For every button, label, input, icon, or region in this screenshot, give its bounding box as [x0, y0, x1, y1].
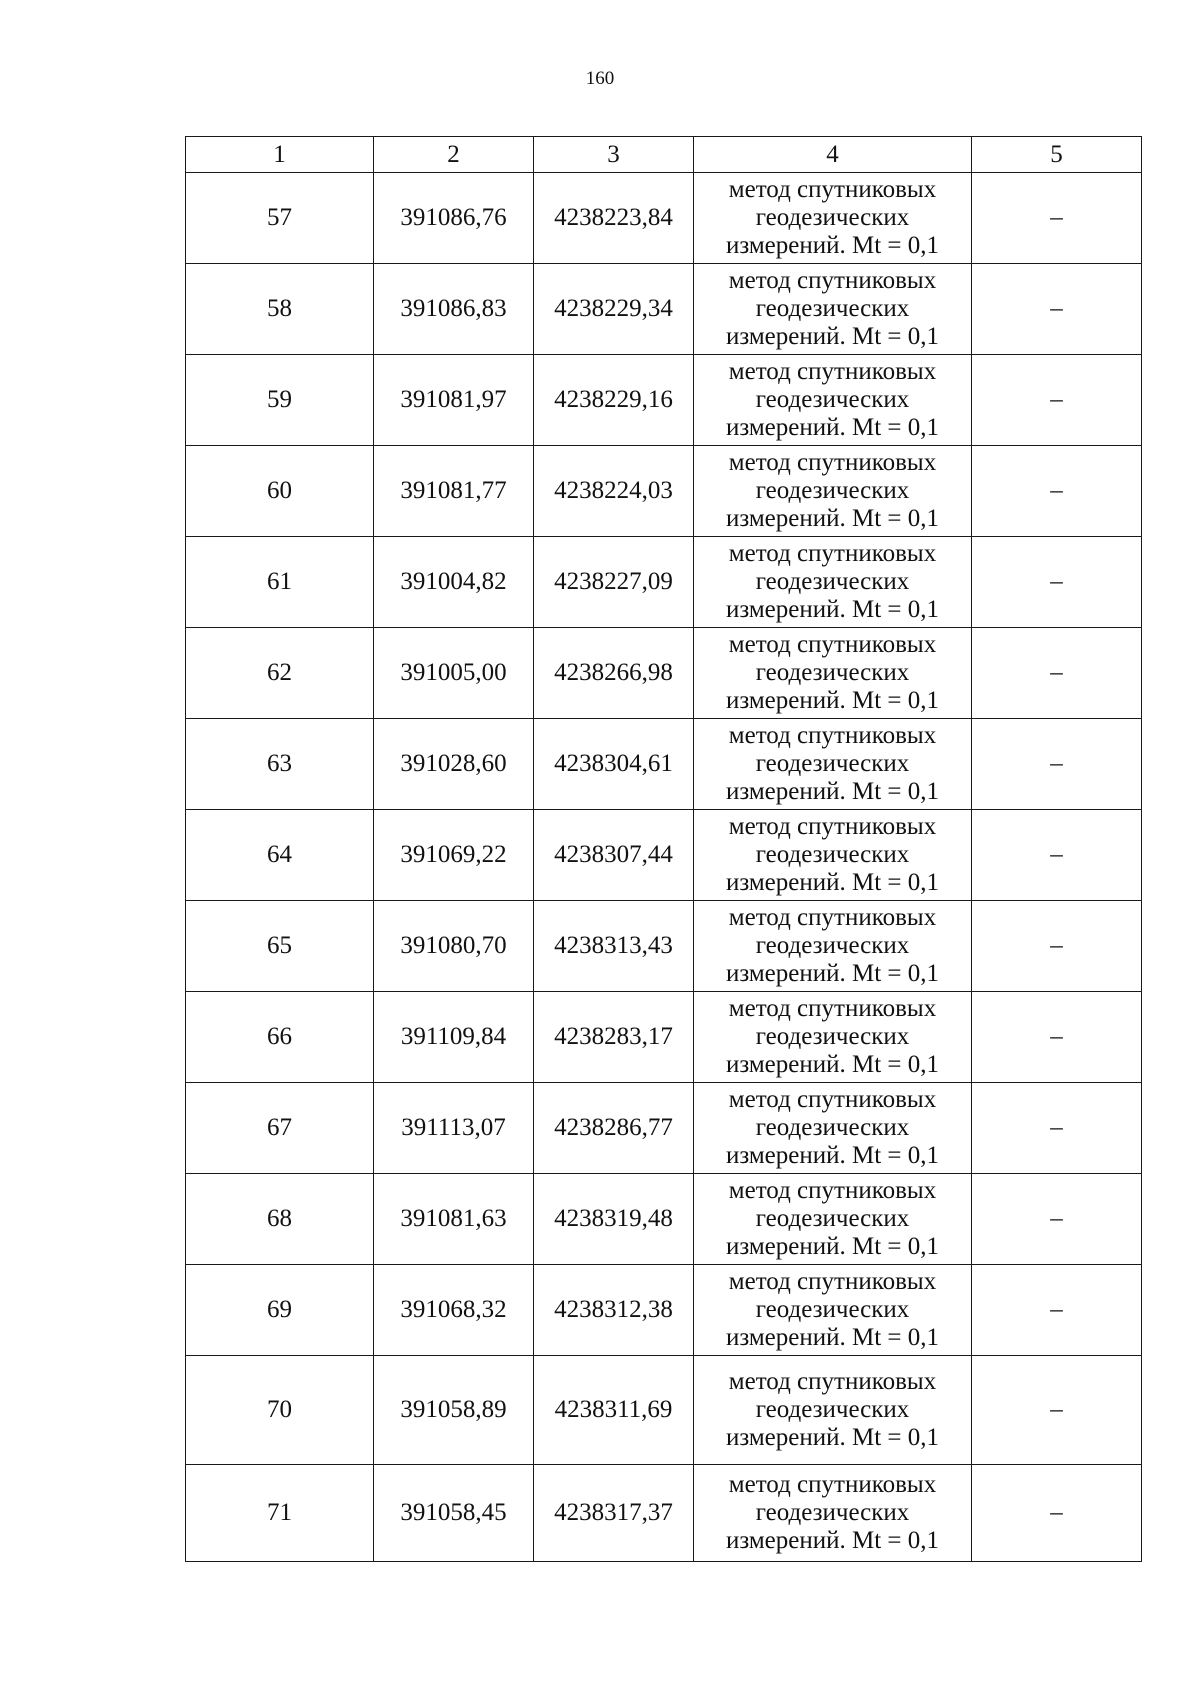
method-cell [694, 901, 972, 992]
description-cell: – [972, 719, 1142, 810]
method-line: геодезических [755, 1023, 910, 1050]
method-line: измерений. Mt = 0,1 [725, 687, 940, 714]
y-coordinate-cell: 4238227,09 [534, 537, 694, 628]
method-cell [694, 1465, 972, 1562]
table-row [186, 446, 1142, 537]
description-cell: – [972, 628, 1142, 719]
table-row [186, 719, 1142, 810]
coordinates-table [185, 136, 1142, 1562]
table-body [186, 173, 1142, 1562]
method-cell [694, 719, 972, 810]
method-cell [694, 628, 972, 719]
method-line: геодезических [755, 477, 910, 504]
method-cell [694, 810, 972, 901]
method-line: геодезических [755, 295, 910, 322]
description-cell: – [972, 173, 1142, 264]
table-row [186, 1174, 1142, 1265]
table-row [186, 1083, 1142, 1174]
x-coordinate-cell: 391005,00 [374, 628, 534, 719]
table-row [186, 992, 1142, 1083]
description-cell: – [972, 1174, 1142, 1265]
method-line: метод спутниковых [728, 540, 937, 567]
y-coordinate-cell: 4238229,16 [534, 355, 694, 446]
x-coordinate-cell: 391086,76 [374, 173, 534, 264]
header-col-4: 4 [694, 137, 972, 173]
method-line: геодезических [755, 1205, 910, 1232]
x-coordinate-cell: 391068,32 [374, 1265, 534, 1356]
method-line: геодезических [755, 659, 910, 686]
method-line: измерений. Mt = 0,1 [725, 1324, 940, 1351]
point-number-cell: 61 [186, 537, 374, 628]
method-line: измерений. Mt = 0,1 [725, 232, 940, 259]
point-number-cell: 60 [186, 446, 374, 537]
method-line: измерений. Mt = 0,1 [725, 323, 940, 350]
method-line: метод спутниковых [728, 904, 937, 931]
description-cell: – [972, 992, 1142, 1083]
y-coordinate-cell: 4238313,43 [534, 901, 694, 992]
table-row [186, 1356, 1142, 1465]
point-number-cell: 65 [186, 901, 374, 992]
x-coordinate-cell: 391086,83 [374, 264, 534, 355]
y-coordinate-cell: 4238286,77 [534, 1083, 694, 1174]
x-coordinate-cell: 391081,97 [374, 355, 534, 446]
table-row [186, 1265, 1142, 1356]
y-coordinate-cell: 4238304,61 [534, 719, 694, 810]
y-coordinate-cell: 4238229,34 [534, 264, 694, 355]
method-line: геодезических [755, 1396, 910, 1423]
method-cell [694, 173, 972, 264]
method-line: геодезических [755, 1296, 910, 1323]
method-line: метод спутниковых [728, 449, 937, 476]
method-line: измерений. Mt = 0,1 [725, 869, 940, 896]
table-row [186, 1465, 1142, 1562]
method-line: геодезических [755, 932, 910, 959]
method-line: метод спутниковых [728, 1471, 937, 1498]
method-cell [694, 1356, 972, 1465]
method-line: геодезических [755, 841, 910, 868]
header-col-1: 1 [186, 137, 374, 173]
table-row [186, 173, 1142, 264]
method-line: метод спутниковых [728, 813, 937, 840]
point-number-cell: 64 [186, 810, 374, 901]
method-line: геодезических [755, 1499, 910, 1526]
point-number-cell: 70 [186, 1356, 374, 1465]
method-line: измерений. Mt = 0,1 [725, 596, 940, 623]
method-line: метод спутниковых [728, 995, 937, 1022]
point-number-cell: 66 [186, 992, 374, 1083]
point-number-cell: 71 [186, 1465, 374, 1562]
y-coordinate-cell: 4238312,38 [534, 1265, 694, 1356]
method-cell [694, 537, 972, 628]
method-line: метод спутниковых [728, 1177, 937, 1204]
table-row [186, 810, 1142, 901]
description-cell: – [972, 901, 1142, 992]
method-line: метод спутниковых [728, 267, 937, 294]
method-line: метод спутниковых [728, 631, 937, 658]
point-number-cell: 68 [186, 1174, 374, 1265]
method-line: геодезических [755, 568, 910, 595]
page-number: 160 [585, 68, 615, 89]
description-cell: – [972, 1265, 1142, 1356]
point-number-cell: 62 [186, 628, 374, 719]
method-cell [694, 446, 972, 537]
description-cell: – [972, 537, 1142, 628]
point-number-cell: 57 [186, 173, 374, 264]
table-row [186, 628, 1142, 719]
method-line: измерений. Mt = 0,1 [725, 960, 940, 987]
table-header [186, 137, 1142, 173]
method-cell [694, 355, 972, 446]
method-line: измерений. Mt = 0,1 [725, 1142, 940, 1169]
method-line: измерений. Mt = 0,1 [725, 1051, 940, 1078]
description-cell: – [972, 1083, 1142, 1174]
method-line: геодезических [755, 386, 910, 413]
point-number-cell: 67 [186, 1083, 374, 1174]
point-number-cell: 69 [186, 1265, 374, 1356]
y-coordinate-cell: 4238311,69 [534, 1356, 694, 1465]
method-cell [694, 1265, 972, 1356]
method-line: метод спутниковых [728, 1368, 937, 1395]
point-number-cell: 58 [186, 264, 374, 355]
point-number-cell: 63 [186, 719, 374, 810]
method-cell [694, 1174, 972, 1265]
method-line: геодезических [755, 204, 910, 231]
x-coordinate-cell: 391080,70 [374, 901, 534, 992]
header-col-3: 3 [534, 137, 694, 173]
x-coordinate-cell: 391028,60 [374, 719, 534, 810]
header-col-5: 5 [972, 137, 1142, 173]
point-number-cell: 59 [186, 355, 374, 446]
description-cell: – [972, 355, 1142, 446]
method-line: метод спутниковых [728, 722, 937, 749]
description-cell: – [972, 446, 1142, 537]
method-line: измерений. Mt = 0,1 [725, 778, 940, 805]
x-coordinate-cell: 391081,63 [374, 1174, 534, 1265]
description-cell: – [972, 1465, 1142, 1562]
description-cell: – [972, 810, 1142, 901]
header-row [186, 137, 1142, 173]
y-coordinate-cell: 4238283,17 [534, 992, 694, 1083]
table-row [186, 355, 1142, 446]
table-row [186, 264, 1142, 355]
method-line: измерений. Mt = 0,1 [725, 1527, 940, 1554]
x-coordinate-cell: 391069,22 [374, 810, 534, 901]
method-cell [694, 264, 972, 355]
method-line: измерений. Mt = 0,1 [725, 414, 940, 441]
table-row [186, 901, 1142, 992]
method-line: геодезических [755, 1114, 910, 1141]
x-coordinate-cell: 391004,82 [374, 537, 534, 628]
method-line: геодезических [755, 750, 910, 777]
x-coordinate-cell: 391058,89 [374, 1356, 534, 1465]
method-cell [694, 992, 972, 1083]
x-coordinate-cell: 391081,77 [374, 446, 534, 537]
method-line: измерений. Mt = 0,1 [725, 505, 940, 532]
description-cell: – [972, 264, 1142, 355]
y-coordinate-cell: 4238224,03 [534, 446, 694, 537]
method-cell [694, 1083, 972, 1174]
header-col-2: 2 [374, 137, 534, 173]
x-coordinate-cell: 391113,07 [374, 1083, 534, 1174]
method-line: измерений. Mt = 0,1 [725, 1424, 940, 1451]
method-line: метод спутниковых [728, 176, 937, 203]
method-line: метод спутниковых [728, 358, 937, 385]
method-line: метод спутниковых [728, 1268, 937, 1295]
y-coordinate-cell: 4238317,37 [534, 1465, 694, 1562]
method-line: метод спутниковых [728, 1086, 937, 1113]
table-row [186, 537, 1142, 628]
description-cell: – [972, 1356, 1142, 1465]
x-coordinate-cell: 391109,84 [374, 992, 534, 1083]
y-coordinate-cell: 4238319,48 [534, 1174, 694, 1265]
y-coordinate-cell: 4238223,84 [534, 173, 694, 264]
y-coordinate-cell: 4238266,98 [534, 628, 694, 719]
method-line: измерений. Mt = 0,1 [725, 1233, 940, 1260]
y-coordinate-cell: 4238307,44 [534, 810, 694, 901]
x-coordinate-cell: 391058,45 [374, 1465, 534, 1562]
